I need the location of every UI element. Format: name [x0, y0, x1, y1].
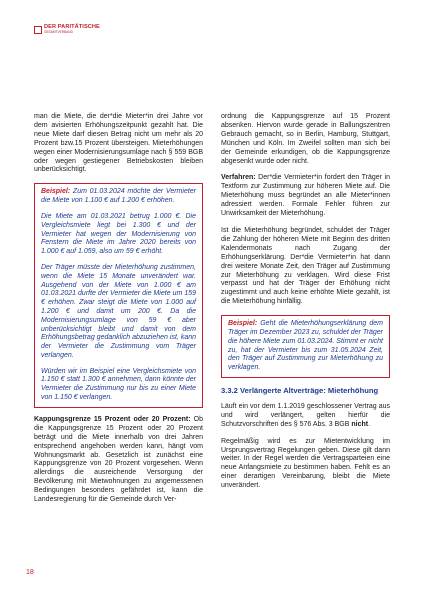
page-number: 18	[26, 569, 34, 576]
example-left-paragraph-2: Die Miete am 01.03.2021 betrug 1.000 €. Die Vergleichsmiete liegt bei 1.300 € und der Vermieter hat wegen der Modernisierung von Fenstern die Miete im Jahre 2020 bereits von 1.000 € auf 1.059, also um 59 € erhöht.	[41, 212, 196, 256]
left-paragraph-1: man die Miete, die der*die Mieter*in drei Jahre vor dem avisierten Erhöhungszeitpunkt gezahlt hat. Die neue Miete darf diesen Betrag nicht um mehr als 20 Prozent bzw.15 Prozent übersteigen. Mieterhöhungen wegen einer Modernisierungsumlage nach § 559 BGB oder wegen gestiegener Betriebskosten bleiben unberücksichtigt.	[34, 113, 203, 174]
example-left-text-1: Zum 01.03.2024 möchte der Vermieter die Miete von 1.100 € auf 1.200 € erhöhen.	[41, 188, 197, 205]
right-paragraph-3: Ist die Mieterhöhung begründet, schuldet der Träger die Zahlung der höheren Miete mit Beginn des dritten Kalendermonats nach Zugang der Erhöhungserklärung. Der*die Vermieter*in hat dann drei weitere Monate Zeit, den Träger auf Zustimmung zur Mieterhöhung zu verklagen. Wird diese Frist verpasst und hat der Träger der Erhöhung nicht zugestimmt und auch keine erhöhte Miete gezahlt, ist die Mieterhöhung hinfällig.	[221, 226, 390, 306]
section-heading: 3.3.2 Verlängerte Altverträge: Mieterhöhung	[221, 385, 379, 395]
logo-sub-text: GESAMTVERBAND	[44, 30, 73, 35]
right-column	[221, 113, 390, 499]
left-column	[34, 113, 203, 513]
right-paragraph-2-body: Der*die Vermieter*in fordert den Träger in Textform zur Zustimmung zur höheren Miete auf. Die Mieterhöhung muss begründet an alle Mieter*innen adressiert werden. Formale Fehler führen zur Unwirksamkeit der Mieterhöhung.	[221, 174, 390, 218]
left-paragraph-2	[34, 416, 203, 505]
example-right-text-1: Geht die Mieterhöhungserklärung dem Träger im Dezember 2023 zu, schuldet der Träger die höhere Miete zum 01.03.2024. Stimmt er nicht zu, hat der Vermieter bis zum 31.05.2024 Zeit, den Träger auf Zustimmung zur Mieterhöhung zu verklagen.	[228, 320, 383, 372]
example-label: Beispiel:	[41, 188, 71, 196]
right-paragraph-4-bold: nicht	[351, 420, 369, 428]
logo-main-text: DER PARITÄTISCHE	[44, 24, 100, 31]
logo-mark-icon	[34, 26, 42, 34]
right-paragraph-5: Regelmäßig wird es zur Mietentwicklung im Ursprungsvertrag Regelungen geben. Diese gilt dann weiter. In der Regel werden die Vertragsparteien eine neue Anfangsmiete zu bestimmen haben. Fehlt es an einer derartigen Vereinbarung, bleibt die Miete unverändert.	[221, 437, 390, 490]
example-box-left	[34, 183, 203, 408]
right-paragraph-4	[221, 403, 390, 430]
right-paragraph-4-b: .	[368, 420, 371, 428]
example-box-right	[221, 315, 390, 378]
example-right-paragraph-1	[228, 320, 383, 373]
example-label: Beispiel:	[228, 320, 258, 328]
right-paragraph-1: ordnung die Kappungsgrenze auf 15 Prozent absenken. Hiervon wurde gerade in Ballungszentren Gebrauch gemacht, so in Berlin, Hamburg, Stuttgart, München und Köln. Im Zweifel sollten man sich bei der Gemeinde erkundigen, ob die Kappungsgrenze abgesenkt wurde oder nicht.	[221, 113, 390, 165]
right-paragraph-4-a: Läuft ein vor dem 1.1.2019 geschlossener Vertrag aus und wird verlängert, gelten hierfür die Schutzvorschriften des § 576 Abs. 3 BGB	[221, 402, 390, 428]
example-left-paragraph-4: Würden wir im Beispiel eine Vergleichsmiete von 1.150 € statt 1.300 € annehmen, dann könnte der Vermieter die Zustimmung nur bis zu einer Miete von 1.150 € verlangen.	[41, 367, 196, 402]
right-paragraph-2-lead: Verfahren:	[221, 174, 256, 182]
left-paragraph-2-lead: Kappungsgrenze 15 Prozent oder 20 Prozent:	[34, 415, 191, 423]
example-left-paragraph-3: Der Träger müsste der Mieterhöhung zustimmen, wenn die Miete 15 Monate unverändert war. Ausgehend von der Miete von 1.000 € am 01.03.2021 durfte der Vermieter die Miete um 159 € erhöhen. Zwar steigt die Miete von 1.000 auf 1.200 € und damit um 200 €. Da die Modernisierungsumlage von 59 € aber unberücksichtigt bleibt und damit von dem Erhöhungsbetrag gedanklich abzuziehen ist, kann der Vermieter die Zustimmung vom Träger verlangen.	[41, 263, 196, 359]
right-paragraph-2	[221, 174, 390, 219]
left-paragraph-2-body: Ob die Kappungsgrenze 15 Prozent oder 20 Prozent beträgt und die Miete innerhalb von drei Jahren entsprechend angehoben werden kann, hängt vom Wohnungsmarkt ab. Gesetzlich ist zunächst eine Kappungsgrenze von 20 Prozent vorgesehen. Wenn allerdings die ausreichende Versorgung der Bevölkerung mit Mietwohnungen zu angemessenen Bedingungen besonders gefährdet ist, kann die Landesregierung für die Gemeinde durch Ver-	[34, 415, 203, 504]
logo	[34, 24, 100, 36]
example-left-paragraph-1	[41, 188, 196, 206]
